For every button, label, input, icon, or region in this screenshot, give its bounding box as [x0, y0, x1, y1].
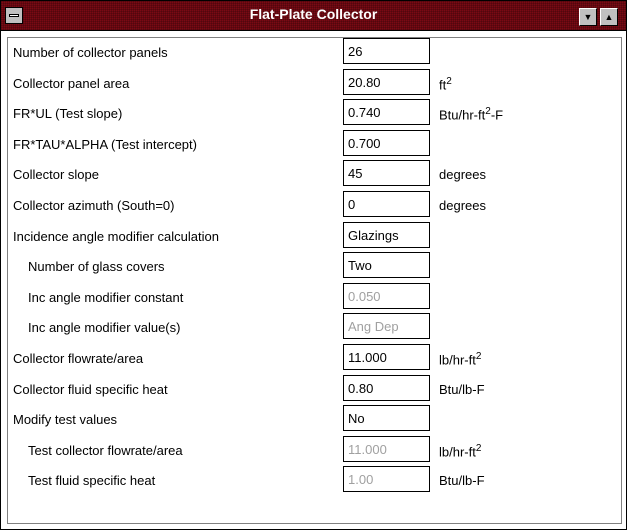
unit-text: Btu/lb-F	[439, 382, 485, 397]
value-field[interactable]: 26	[343, 38, 430, 64]
unit-text: degrees	[439, 167, 486, 182]
field-label: Inc angle modifier constant	[28, 290, 184, 305]
title-bar	[1, 1, 626, 31]
unit-text: degrees	[439, 198, 486, 213]
form-row	[8, 130, 621, 158]
unit-text: Btu/hr-ft	[439, 107, 486, 123]
value-field[interactable]: 20.80	[343, 69, 430, 95]
minimize-button[interactable]	[579, 8, 597, 26]
value-field: Ang Dep	[343, 313, 430, 339]
value-field[interactable]: Glazings	[343, 222, 430, 248]
field-label: Collector panel area	[13, 76, 130, 91]
form-row	[8, 99, 621, 127]
form-row	[8, 344, 621, 372]
unit-superscript: 2	[475, 351, 482, 362]
form-row	[8, 466, 621, 494]
form-row	[8, 191, 621, 219]
value-field: 1.00	[343, 466, 430, 492]
value-field: 0.050	[343, 283, 430, 309]
field-label: Test collector flowrate/area	[28, 443, 183, 458]
form-row	[8, 160, 621, 188]
unit-label	[439, 473, 485, 488]
field-label: Number of collector panels	[13, 45, 168, 60]
form-row	[8, 38, 621, 66]
field-label: Collector fluid specific heat	[13, 382, 168, 397]
field-label: Incidence angle modifier calculation	[13, 229, 219, 244]
form-row	[8, 313, 621, 341]
unit-text: ft	[439, 77, 447, 93]
form-row	[8, 69, 621, 97]
form-row	[8, 283, 621, 311]
form-row	[8, 405, 621, 433]
unit-label	[439, 198, 486, 213]
window-title: Flat-Plate Collector	[249, 6, 378, 22]
field-label: Collector slope	[13, 167, 99, 182]
unit-label	[439, 382, 485, 397]
unit-suffix: -F	[490, 107, 504, 123]
maximize-button[interactable]	[600, 8, 618, 26]
field-label: Collector azimuth (South=0)	[13, 198, 175, 213]
value-field[interactable]: 0	[343, 191, 430, 217]
unit-label	[439, 443, 481, 459]
unit-label	[439, 76, 452, 92]
value-field[interactable]: 11.000	[343, 344, 430, 370]
value-field[interactable]: 0.700	[343, 130, 430, 156]
triangle-up-icon: ▲	[604, 12, 614, 22]
form-row	[8, 252, 621, 280]
value-field[interactable]: 45	[343, 160, 430, 186]
form-panel	[7, 37, 622, 524]
unit-superscript: 2	[446, 76, 452, 87]
triangle-down-icon: ▼	[583, 12, 593, 22]
unit-superscript: 2	[485, 106, 491, 117]
value-field[interactable]: 0.80	[343, 375, 430, 401]
field-label: Number of glass covers	[28, 259, 165, 274]
value-field[interactable]: 0.740	[343, 99, 430, 125]
field-label: Test fluid specific heat	[28, 473, 156, 488]
field-label: FR*UL (Test slope)	[13, 106, 123, 121]
form-row	[8, 436, 621, 464]
unit-text: Btu/lb-F	[439, 473, 485, 488]
field-label: Collector flowrate/area	[13, 351, 144, 366]
field-label: Inc angle modifier value(s)	[28, 320, 181, 335]
value-field: 11.000	[343, 436, 430, 462]
field-label: FR*TAU*ALPHA (Test intercept)	[13, 137, 197, 152]
unit-superscript: 2	[475, 443, 482, 454]
value-field[interactable]: No	[343, 405, 430, 431]
form-row	[8, 222, 621, 250]
unit-text: lb/hr-ft	[439, 444, 476, 460]
unit-label	[439, 351, 481, 367]
unit-label	[439, 167, 486, 182]
value-field[interactable]: Two	[343, 252, 430, 278]
form-row	[8, 375, 621, 403]
unit-label	[439, 106, 503, 122]
unit-text: lb/hr-ft	[439, 352, 476, 368]
field-label: Modify test values	[13, 412, 118, 427]
